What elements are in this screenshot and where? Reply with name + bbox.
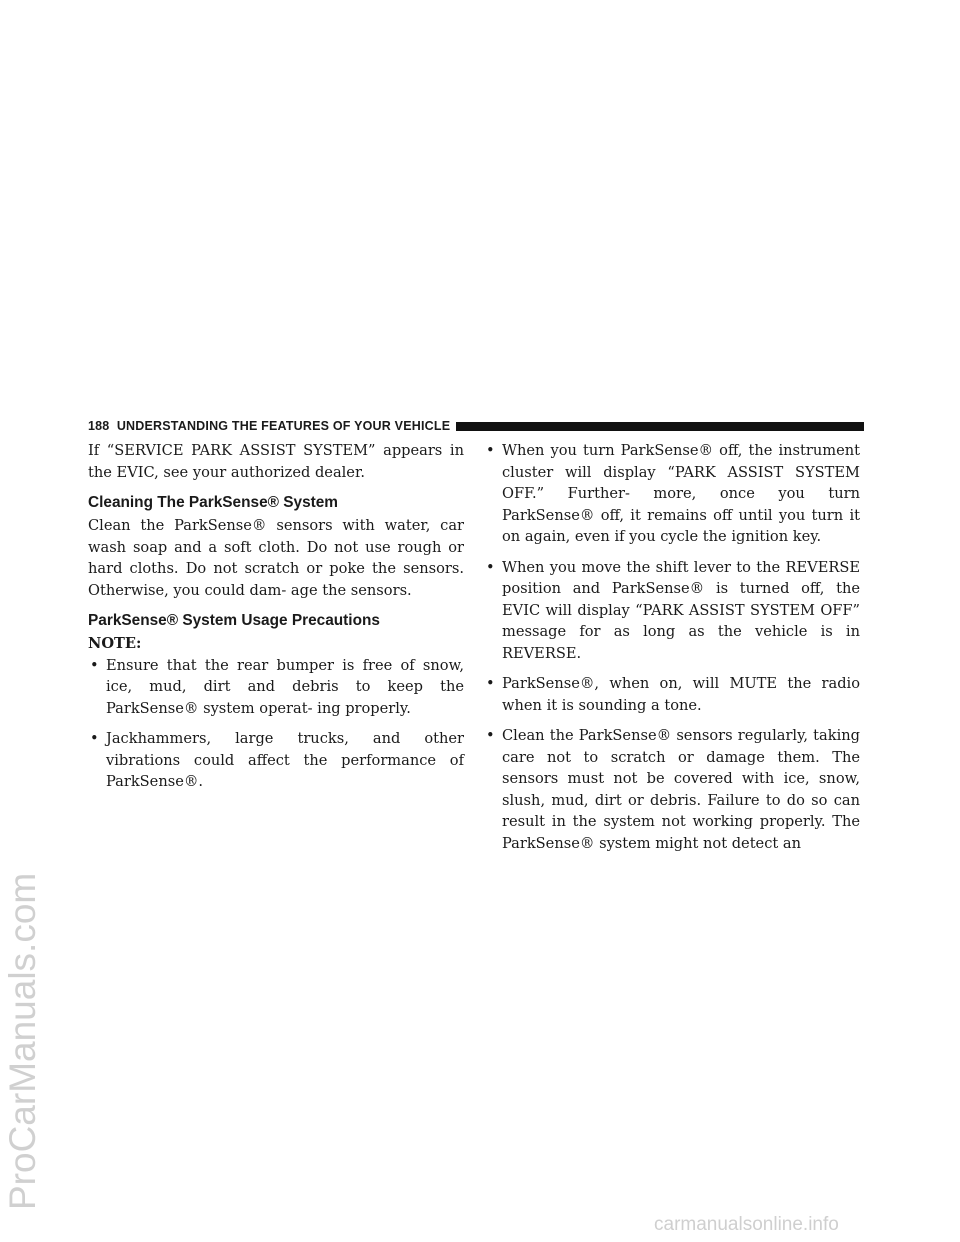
right-column	[484, 440, 860, 863]
list-item-text: When you move the shift lever to the REVERSE position and ParkSense® is turned off, the EVIC will display “PARK ASSIST SYSTEM OFF” message for as long as the vehicle is in REVERSE.	[502, 558, 860, 662]
header-rule	[456, 422, 864, 431]
cleaning-heading: Cleaning The ParkSense® System	[88, 494, 338, 511]
bullet-icon: •	[486, 675, 495, 692]
list-item-text: Jackhammers, large trucks, and other vibrations could affect the performance of ParkSense®.	[106, 730, 464, 790]
bullet-icon: •	[90, 730, 99, 747]
intro-paragraph: If “SERVICE PARK ASSIST SYSTEM” appears in the EVIC, see your authorized dealer.	[88, 442, 464, 481]
list-item-text: Clean the ParkSense® sensors regularly, taking care not to scratch or damage them. The sensors must not be covered with ice, snow, slush, mud, dirt or debris. Failure to do so can result in the system not working properly. The ParkSense® system might not detect an	[502, 727, 860, 852]
bullet-icon: •	[486, 442, 495, 459]
bottom-watermark: carmanualsonline.info	[654, 1214, 839, 1235]
header-text	[88, 419, 456, 433]
note-label: NOTE:	[88, 635, 142, 652]
page-header	[88, 418, 864, 434]
list-item-text: When you turn ParkSense® off, the instrument cluster will display “PARK ASSIST SYSTEM OFF.” Further- more, once you turn ParkSense® off, it remains off until you turn it on again, even if you cycle the ignition key.	[502, 442, 860, 545]
list-item	[484, 673, 860, 716]
header-title: UNDERSTANDING THE FEATURES OF YOUR VEHICLE	[116, 419, 451, 433]
page-number: 188	[88, 419, 110, 433]
precautions-heading: ParkSense® System Usage Precautions	[88, 612, 380, 629]
list-item	[88, 655, 464, 720]
list-item	[484, 725, 860, 854]
left-column	[88, 440, 464, 802]
list-item-text: Ensure that the rear bumper is free of snow, ice, mud, dirt and debris to keep the ParkSense® system operat- ing properly.	[106, 656, 464, 717]
list-item	[484, 440, 860, 548]
bullet-icon: •	[486, 558, 495, 576]
bullet-icon: •	[90, 656, 99, 674]
list-item	[484, 557, 860, 665]
bullet-icon: •	[486, 727, 495, 744]
list-item-text: ParkSense®, when on, will MUTE the radio when it is sounding a tone.	[502, 675, 860, 714]
cleaning-paragraph: Clean the ParkSense® sensors with water, car wash soap and a soft cloth. Do not use rough or hard cloths. Do not scratch or poke the sensors. Otherwise, you could dam- age the sensors.	[88, 517, 464, 599]
side-watermark: ProCarManuals.com	[2, 872, 43, 1210]
list-item	[88, 728, 464, 793]
